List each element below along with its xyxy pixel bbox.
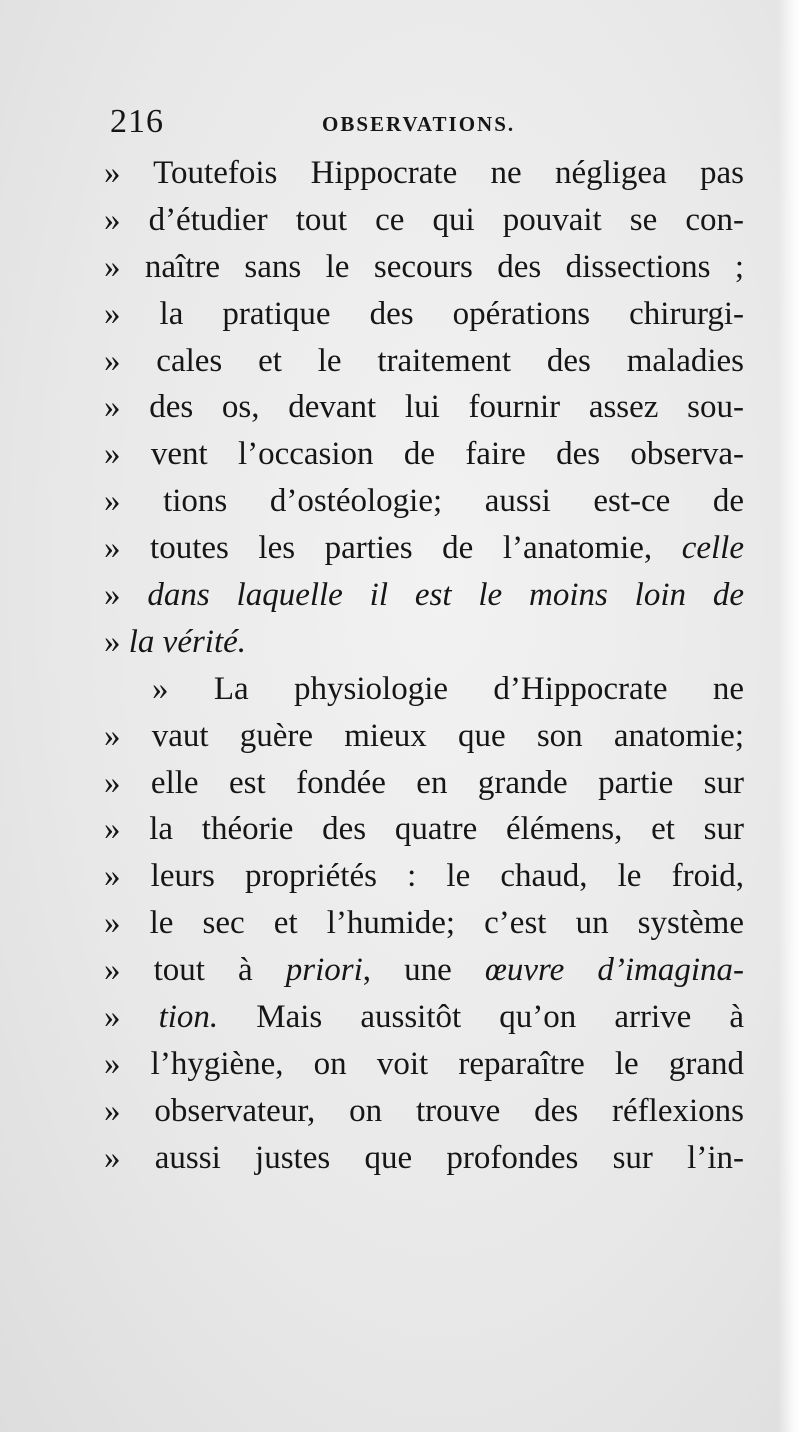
text-line: » la vérité. [104, 623, 247, 660]
text-line: » naître sans le secours des dissections ; [104, 248, 744, 285]
text-line: » la pratique des opérations chirurgi- [104, 295, 744, 332]
italic-text: priori [285, 952, 363, 989]
running-head: OBSERVATIONS. [322, 112, 516, 136]
text-line: » observateur, on trouve des réflexions [104, 1092, 744, 1129]
text-line: » tion. Mais aussitôt qu’on arrive à [104, 999, 744, 1036]
paragraph-start-line: » La physiologie d’Hippocrate ne [152, 670, 744, 707]
text-line: » Toutefois Hippocrate ne négligea pas [104, 155, 744, 191]
text-line: » tions d’ostéologie; aussi est-ce de [104, 483, 744, 520]
text-line: » d’étudier tout ce qui pouvait se con- [104, 201, 744, 238]
text-line: » la théorie des quatre élémens, et sur [104, 811, 744, 848]
page-header [110, 102, 740, 142]
text-line: » l’hygiène, on voit reparaître le grand [104, 1045, 744, 1082]
text-line: » vaut guère mieux que son anatomie; [104, 717, 744, 754]
italic-text: dans laquelle il est le moins loin de [147, 577, 744, 614]
italic-text: tion. [158, 999, 219, 1036]
page-number: 216 [110, 103, 164, 140]
text-line: » dans laquelle il est le moins loin de [104, 577, 744, 614]
text-line: » leurs propriétés : le chaud, le froid, [104, 858, 744, 895]
italic-text: la vérité. [128, 623, 247, 660]
text-line: » tout à priori, une œuvre d’imagina- [104, 952, 744, 989]
text-line: » elle est fondée en grande partie sur [104, 764, 744, 801]
text-line: » des os, devant lui fournir assez sou- [104, 389, 744, 426]
text-line: » toutes les parties de l’anatomie, celle [104, 530, 744, 567]
text-line: » cales et le traitement des maladies [104, 342, 744, 379]
text-line: » aussi justes que profondes sur l’in- [104, 1139, 744, 1176]
text-line: » le sec et l’humide; c’est un système [104, 905, 744, 942]
body-text [104, 150, 744, 1182]
text-line: » vent l’occasion de faire des observa- [104, 436, 744, 473]
italic-text: celle [681, 530, 744, 567]
italic-text: œuvre d’imagina- [484, 952, 744, 989]
page-edge [778, 0, 800, 1432]
